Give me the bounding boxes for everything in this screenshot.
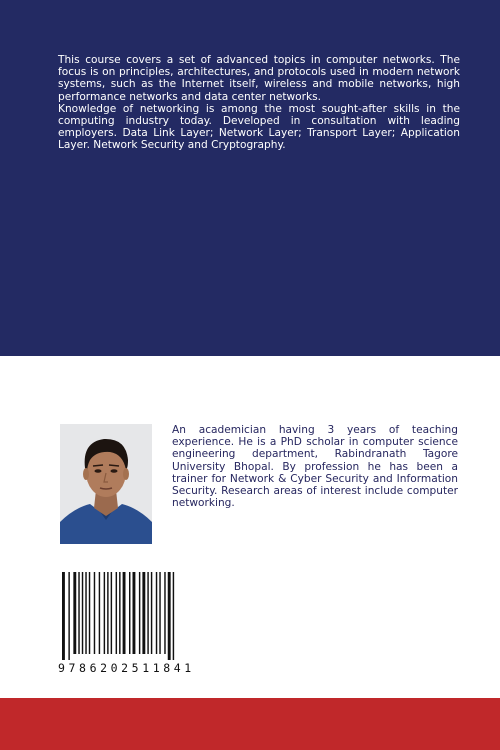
barcode-bar: [94, 572, 95, 654]
barcode-bar: [142, 572, 145, 654]
barcode-bar: [78, 572, 79, 654]
barcode-bar: [99, 572, 100, 654]
description-paragraph-2: Knowledge of networking is among the most sought-after skills in the computing industry today. Developed in consultation with leading employers. Data Link Layer; Network Layer; Transport Layer; Application Layer. Network Security and Cryptography.: [58, 102, 460, 152]
barcode-bar: [139, 572, 140, 654]
bottom-color-band: [0, 698, 500, 750]
barcode-bar: [164, 572, 165, 654]
author-portrait-image: [60, 424, 152, 544]
barcode-bar: [62, 572, 65, 660]
barcode-bar: [151, 572, 152, 654]
description-paragraph-1: This course covers a set of advanced topics in computer networks. The focus is on principles, architectures, and protocols used in modern network systems, such as the Internet itself, wireless and mobile networks, high performance networks and data center networks.: [58, 54, 460, 103]
barcode-bar: [168, 572, 171, 660]
barcode-bar: [147, 572, 148, 654]
barcode-bar: [156, 572, 157, 654]
barcode-bar: [89, 572, 90, 654]
barcode-bar: [159, 572, 160, 654]
barcode-bar: [119, 572, 120, 654]
barcode-bar: [133, 572, 136, 654]
barcode-bar: [111, 572, 112, 654]
isbn-number: 9786202511841: [58, 661, 195, 675]
barcode-bar: [85, 572, 86, 654]
barcode-bar: [129, 572, 130, 654]
barcode-bar: [107, 572, 108, 654]
barcode-bar: [123, 572, 126, 654]
author-bio: An academician having 3 years of teaching experience. He is a PhD scholar in computer science engineering department, Rabindranath Tagore University Bhopal. By profession he has been a trainer for Network & Cyber Security and Information Security. Research areas of interest include computer networking.: [172, 424, 458, 510]
barcode-bar: [68, 572, 69, 660]
description-panel: [0, 0, 500, 356]
author-photo: [60, 424, 152, 544]
barcode-bars: [58, 570, 212, 660]
barcode-bar: [173, 572, 174, 660]
barcode-bar: [73, 572, 76, 654]
barcode-bar: [104, 572, 105, 654]
course-description: [58, 54, 460, 152]
barcode-bar: [116, 572, 117, 654]
barcode-bar: [82, 572, 83, 654]
